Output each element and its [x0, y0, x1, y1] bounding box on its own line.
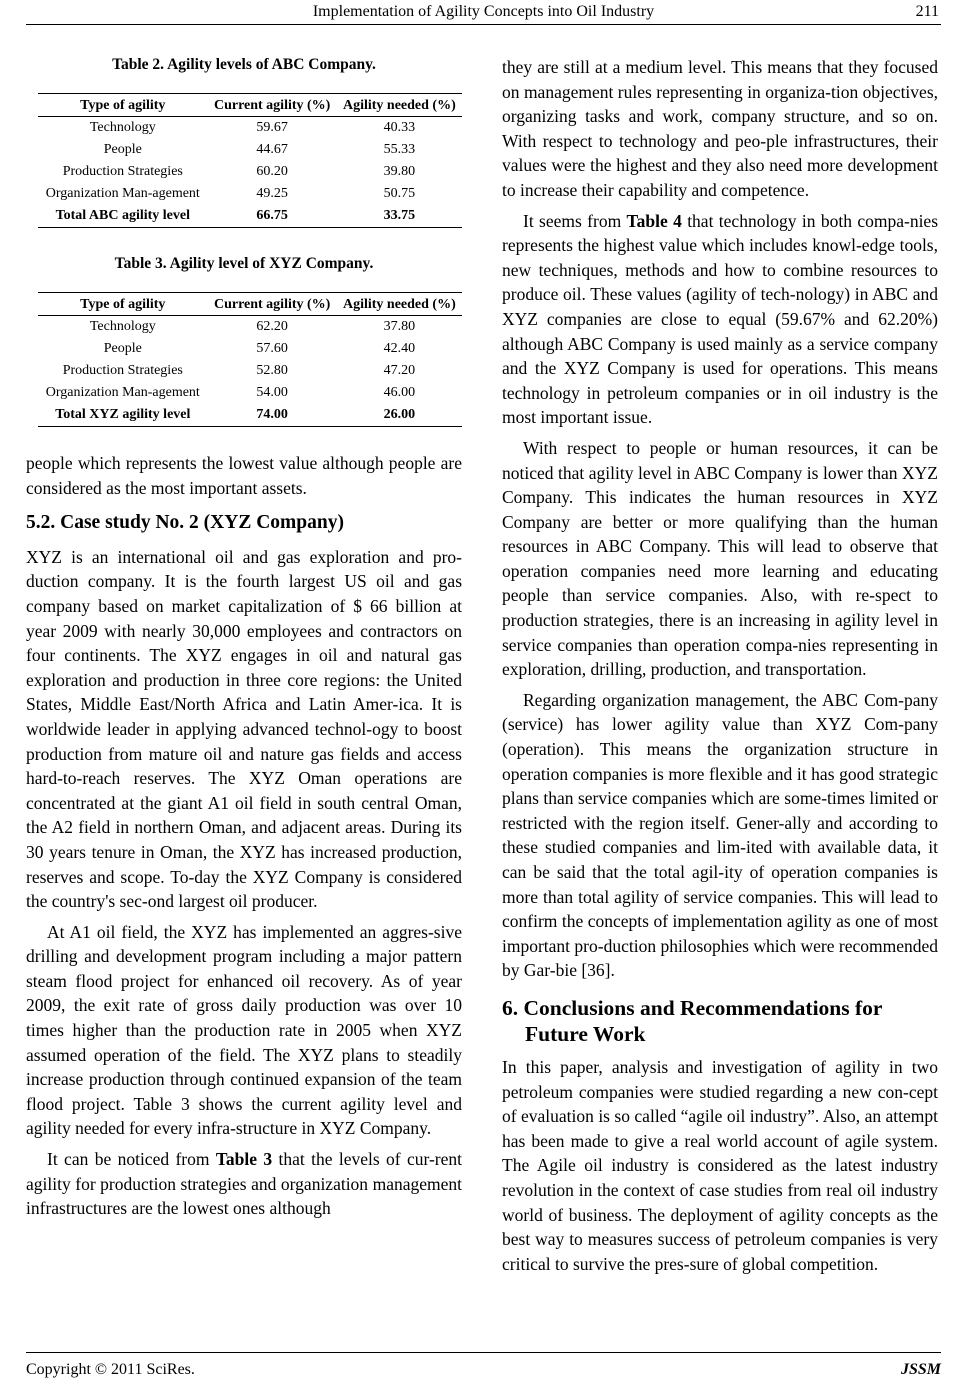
- table-cell: 50.75: [383, 186, 416, 201]
- table-reference: Table 4: [626, 210, 682, 231]
- running-title: Implementation of Agility Concepts into Oil Industry: [312, 3, 655, 20]
- section-heading: 5.2. Case study No. 2 (XYZ Company): [26, 512, 344, 534]
- table-header-cell: Type of agility: [38, 293, 208, 316]
- text-run: that technology in both compa-nies represents the highest value which includes knowl-edge tools, new techniques, methods and how to combine resources to produce oil. These values (agility of tech-nology) in ABC and XYZ companies are close to equal (59.67% and 62.20%) although ABC Company is used mainly as a service company and the XYZ Company is used for operations. This means technology in petroleum companies or in oil industry is the most important issue.: [502, 210, 939, 428]
- section-heading-line: 6. Conclusions and Recommendations for: [502, 995, 883, 1020]
- paragraph: With respect to people or human resources, it can be noticed that agility level in ABC Company is lower than XYZ Company. This indicates the human resources in XYZ Company are better or more qualifying than the human resources in ABC Company. This will lead to observe that operation companies need more learning and educating people than service companies. Also, with re-spect to production strategies, there is an increasing in agility level in service companies than operation compa-nies representing in exploration, drilling, production, and transportation.: [502, 437, 938, 680]
- paragraph: Regarding organization management, the ABC Com-pany (service) has lower agility value than XYZ Com-pany (operation). This means the organization structure in operation companies is more flexible and it has good strategic plans than service companies which are some-times limited or restricted with the region itself. Gener-ally and according to these studied companies and lim-ited with available data, it can be said that the total agil-ity of operation companies is more than total agility of service companies. This will lead to confirm the concepts of implementation agility as one of most important pro-duction philosophies which were recommended by Gar-bie [36].: [502, 689, 938, 981]
- left-column: [26, 55, 462, 1221]
- paragraph: they are still at a medium level. This means that they focused on management rules representing in organiza-tion objectives, organizing tasks and work, company structure, and so on. With respect to technology and peo-ple infrastructures, their values were the highest and they also need more development to increase their capability and competence.: [502, 57, 938, 200]
- table-header-cell: Agility needed (%): [337, 94, 462, 117]
- table-row: [38, 316, 462, 339]
- journal-name: JSSM: [900, 1361, 941, 1378]
- table3-caption: Table 3. Agility level of XYZ Company.: [114, 255, 374, 272]
- table-cell: Production Strategies: [62, 164, 183, 179]
- running-header: [26, 0, 941, 25]
- table-cell: 26.00: [337, 404, 462, 427]
- table-cell: Production Strategies: [62, 363, 183, 378]
- table-cell: 59.67: [256, 120, 288, 135]
- table-cell: 49.25: [256, 186, 288, 201]
- right-column: [502, 55, 938, 1276]
- table-row: [38, 360, 462, 382]
- table-cell: 37.80: [383, 319, 416, 334]
- table-cell: 66.75: [208, 205, 337, 228]
- text-run: It seems from: [523, 210, 627, 231]
- table-cell: 40.33: [383, 120, 416, 135]
- table-row: [38, 161, 462, 183]
- table-row: [38, 117, 462, 140]
- page-footer: [26, 1352, 941, 1383]
- page-number: 211: [915, 3, 939, 20]
- table-header-row: [38, 293, 462, 316]
- table-total-row: [38, 404, 462, 427]
- paragraph: [26, 1147, 462, 1221]
- copyright-notice: Copyright © 2011 SciRes.: [26, 1361, 195, 1378]
- table-row: [38, 338, 462, 360]
- section-heading: [502, 995, 938, 1047]
- table-header-cell: Current agility (%): [208, 94, 337, 117]
- table-cell: Total ABC agility level: [38, 205, 208, 228]
- section-heading-line: Future Work: [525, 1021, 646, 1046]
- table-cell: 57.60: [256, 341, 288, 356]
- table2: [38, 93, 462, 228]
- table2-caption: Table 2. Agility levels of ABC Company.: [112, 56, 376, 73]
- table-header-cell: Type of agility: [38, 94, 208, 117]
- table-header-cell: Agility needed (%): [337, 293, 462, 316]
- table-cell: 55.33: [383, 142, 416, 157]
- table-cell: 62.20: [256, 319, 288, 334]
- table-cell: Organization Man-agement: [45, 385, 200, 400]
- table-total-row: [38, 205, 462, 228]
- table-row: [38, 183, 462, 205]
- paragraph: In this paper, analysis and investigation of agility in two petroleum companies were studied regarding a new con-cept of evaluation is so called “agile oil industry”. Also, an attempt has been made to give a real world account of agile system. The Agile oil industry is considered as the latest industry revolution in the context of case studies from real oil industry world of business. The deployment of agility concepts as the best way to measures success of petroleum companies is very critical to survive the pres-sure of global competition.: [502, 1056, 938, 1274]
- table-row: [38, 139, 462, 161]
- table-reference: Table 3: [215, 1149, 273, 1170]
- text-run: that the levels of cur-rent agility for production strategies and organization management infrastructures are the lowest ones although: [26, 1149, 462, 1219]
- table-cell: 42.40: [383, 341, 416, 356]
- paragraph: [502, 209, 938, 430]
- table-cell: Organization Man-agement: [45, 186, 200, 201]
- table-header-row: [38, 94, 462, 117]
- table3: [38, 292, 462, 427]
- table-cell: People: [103, 142, 142, 157]
- table-cell: 52.80: [256, 363, 288, 378]
- table-cell: 39.80: [383, 164, 416, 179]
- table-cell: 60.20: [256, 164, 288, 179]
- table-cell: 46.00: [383, 385, 416, 400]
- table-cell: 74.00: [208, 404, 337, 427]
- paragraph: At A1 oil field, the XYZ has implemented an aggres-sive drilling and development program including a major pattern steam flood project for enhanced oil recovery. As of year 2009, the exit rate of gross daily production was over 10 times higher than the production rate in 2005 when XYZ assumed operation of the field. The XYZ plans to steadily increase production through continued expansion of the team flood project. Table 3 shows the current agility level and agility needed for every infra-structure in XYZ Company.: [26, 921, 462, 1139]
- table-cell: 33.75: [337, 205, 462, 228]
- table-cell: People: [103, 341, 142, 356]
- table-cell: 44.67: [256, 142, 288, 157]
- paragraph: XYZ is an international oil and gas exploration and pro-duction company. It is the fourth largest US oil and gas company based on market capitalization of $ 66 billion at year 2009 with nearly 30,000 employees and contractors on four continents. The XYZ engages in oil and natural gas exploration and production in three core regions: the United States, Middle East/North Africa and Latin Amer-ica. It is worldwide leader in applying advanced technol-ogy to boost production from mature oil and nature gas fields and access hard-to-reach reserves. The XYZ Oman operations are concentrated at the giant A1 oil field in south central Oman, the A2 field in northern Oman, and adjacent areas. During its 30 years tenure in Oman, the XYZ has increased production, reserves and scope. To-day the XYZ Company is considered the country's sec-ond largest oil producer.: [26, 546, 462, 912]
- table-header-cell: Current agility (%): [208, 293, 337, 316]
- paragraph: people which represents the lowest value although people are considered as the most important assets.: [26, 453, 462, 498]
- table-cell: Technology: [89, 319, 156, 334]
- table-cell: 47.20: [383, 363, 416, 378]
- table-row: [38, 382, 462, 404]
- table-cell: Technology: [89, 120, 156, 135]
- table-cell: 54.00: [256, 385, 288, 400]
- text-run: It can be noticed from: [47, 1149, 216, 1170]
- table-cell: Total XYZ agility level: [38, 404, 208, 427]
